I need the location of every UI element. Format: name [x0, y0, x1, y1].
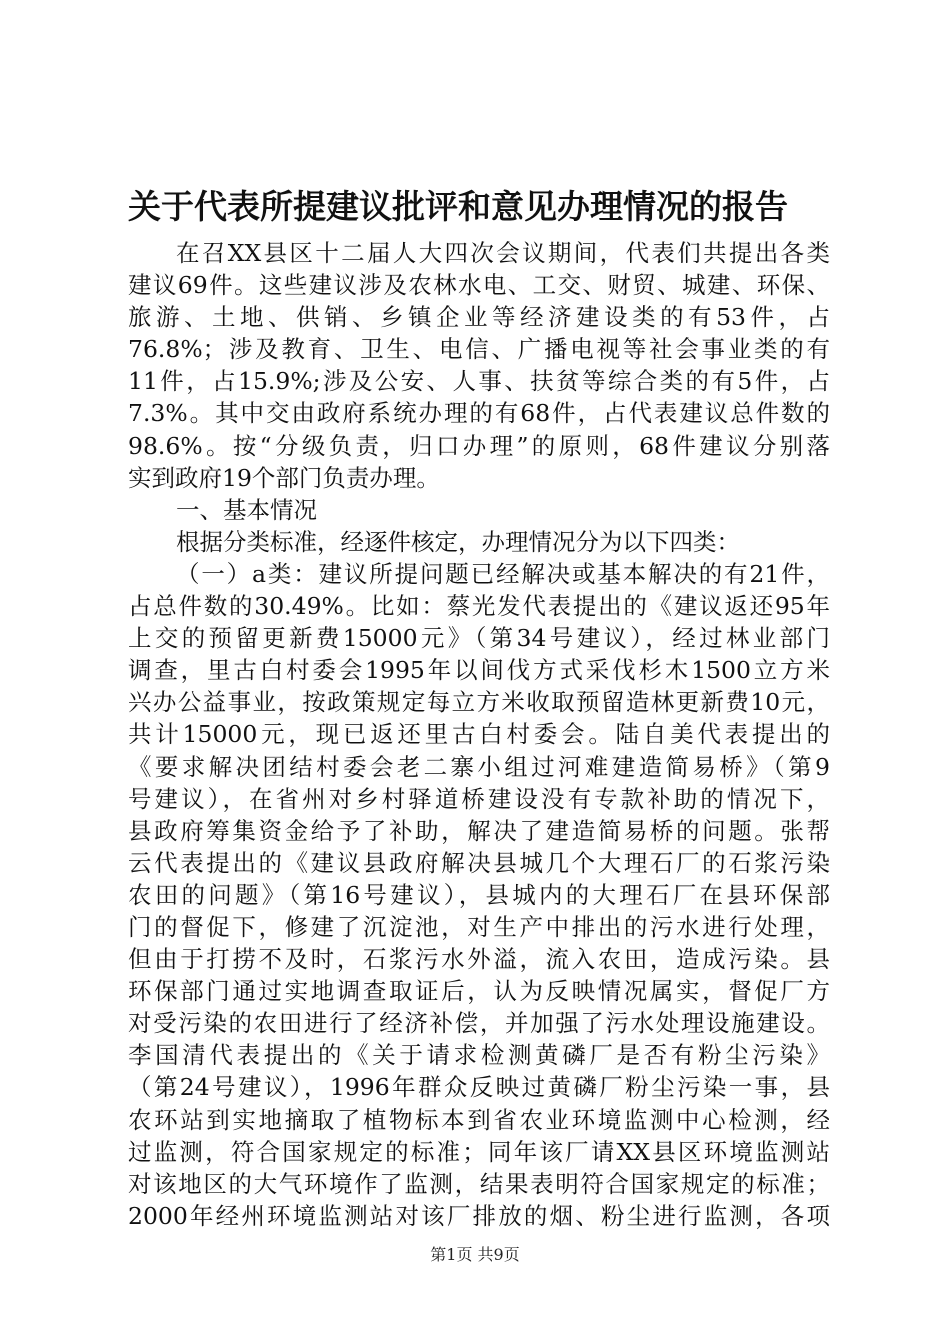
body-line: 2000年经州环境监测站对该厂排放的烟、粉尘进行监测，各项: [128, 1201, 830, 1230]
body-line: 76.8%；涉及教育、卫生、电信、广播电视等社会事业类的有: [128, 335, 830, 364]
body-line: 上交的预留更新费15000元》（第34号建议），经过林业部门: [128, 624, 830, 653]
body-line: 号建议），在省州对乡村驿道桥建设没有专款补助的情况下，: [128, 784, 830, 813]
body-line: 李国清代表提出的《关于请求检测黄磷厂是否有粉尘污染》: [128, 1041, 830, 1070]
body-line: 兴办公益事业，按政策规定每立方米收取预留造林更新费10元，: [128, 688, 830, 717]
body-line: 旅游、土地、供销、乡镇企业等经济建设类的有53件，占: [128, 303, 830, 332]
body-line: 98.6%。按“分级负责，归口办理”的原则，68件建议分别落: [128, 431, 830, 460]
body-line: 实到政府19个部门负责办理。: [128, 463, 440, 492]
body-line: 县政府筹集资金给予了补助，解决了建造简易桥的问题。张帮: [128, 816, 830, 845]
body-line: 但由于打捞不及时，石浆污水外溢，流入农田，造成污染。县: [128, 945, 830, 974]
body-line: 农田的问题》（第16号建议），县城内的大理石厂在县环保部: [128, 880, 830, 909]
body-line: 7.3%。其中交由政府系统办理的有68件，占代表建议总件数的: [128, 399, 830, 428]
document-title: 关于代表所提建议批评和意见办理情况的报告: [128, 187, 788, 226]
subsection-heading: （一）a类：建议所提问题已经解决或基本解决的有21件，: [176, 559, 830, 588]
body-line: 对受污染的农田进行了经济补偿，并加强了污水处理设施建设。: [128, 1009, 830, 1038]
body-line: 门的督促下，修建了沉淀池，对生产中排出的污水进行处理，: [128, 912, 830, 941]
section-heading: 一、基本情况: [176, 495, 317, 524]
body-line: 建议69件。这些建议涉及农林水电、工交、财贸、城建、环保、: [128, 271, 830, 300]
body-line: 对该地区的大气环境作了监测，结果表明符合国家规定的标准；: [128, 1169, 830, 1198]
document-body: [128, 237, 830, 1232]
body-line: 过监测，符合国家规定的标准；同年该厂请XX县区环境监测站: [128, 1137, 830, 1166]
body-line: 云代表提出的《建议县政府解决县城几个大理石厂的石浆污染: [128, 848, 830, 877]
body-line: 11件，占15.9%;涉及公安、人事、扶贫等综合类的有5件，占: [128, 367, 830, 396]
body-line: 共计15000元，现已返还里古白村委会。陆自美代表提出的: [128, 720, 830, 749]
page-number: 第1页 共9页: [430, 1245, 520, 1264]
body-line: 调查，里古白村委会1995年以间伐方式采伐杉木1500立方米: [128, 656, 830, 685]
body-line: 环保部门通过实地调查取证后，认为反映情况属实，督促厂方: [128, 977, 830, 1006]
body-line: （第24号建议），1996年群众反映过黄磷厂粉尘污染一事，县: [128, 1073, 830, 1102]
body-line: 在召XX县区十二届人大四次会议期间，代表们共提出各类: [176, 239, 830, 267]
body-line: 根据分类标准，经逐件核定，办理情况分为以下四类：: [176, 527, 740, 556]
body-line: 《要求解决团结村委会老二寨小组过河难建造简易桥》（第9: [128, 752, 830, 781]
body-line: 农环站到实地摘取了植物标本到省农业环境监测中心检测，经: [128, 1105, 830, 1134]
body-line: 占总件数的30.49%。比如：蔡光发代表提出的《建议返还95年: [128, 592, 830, 621]
